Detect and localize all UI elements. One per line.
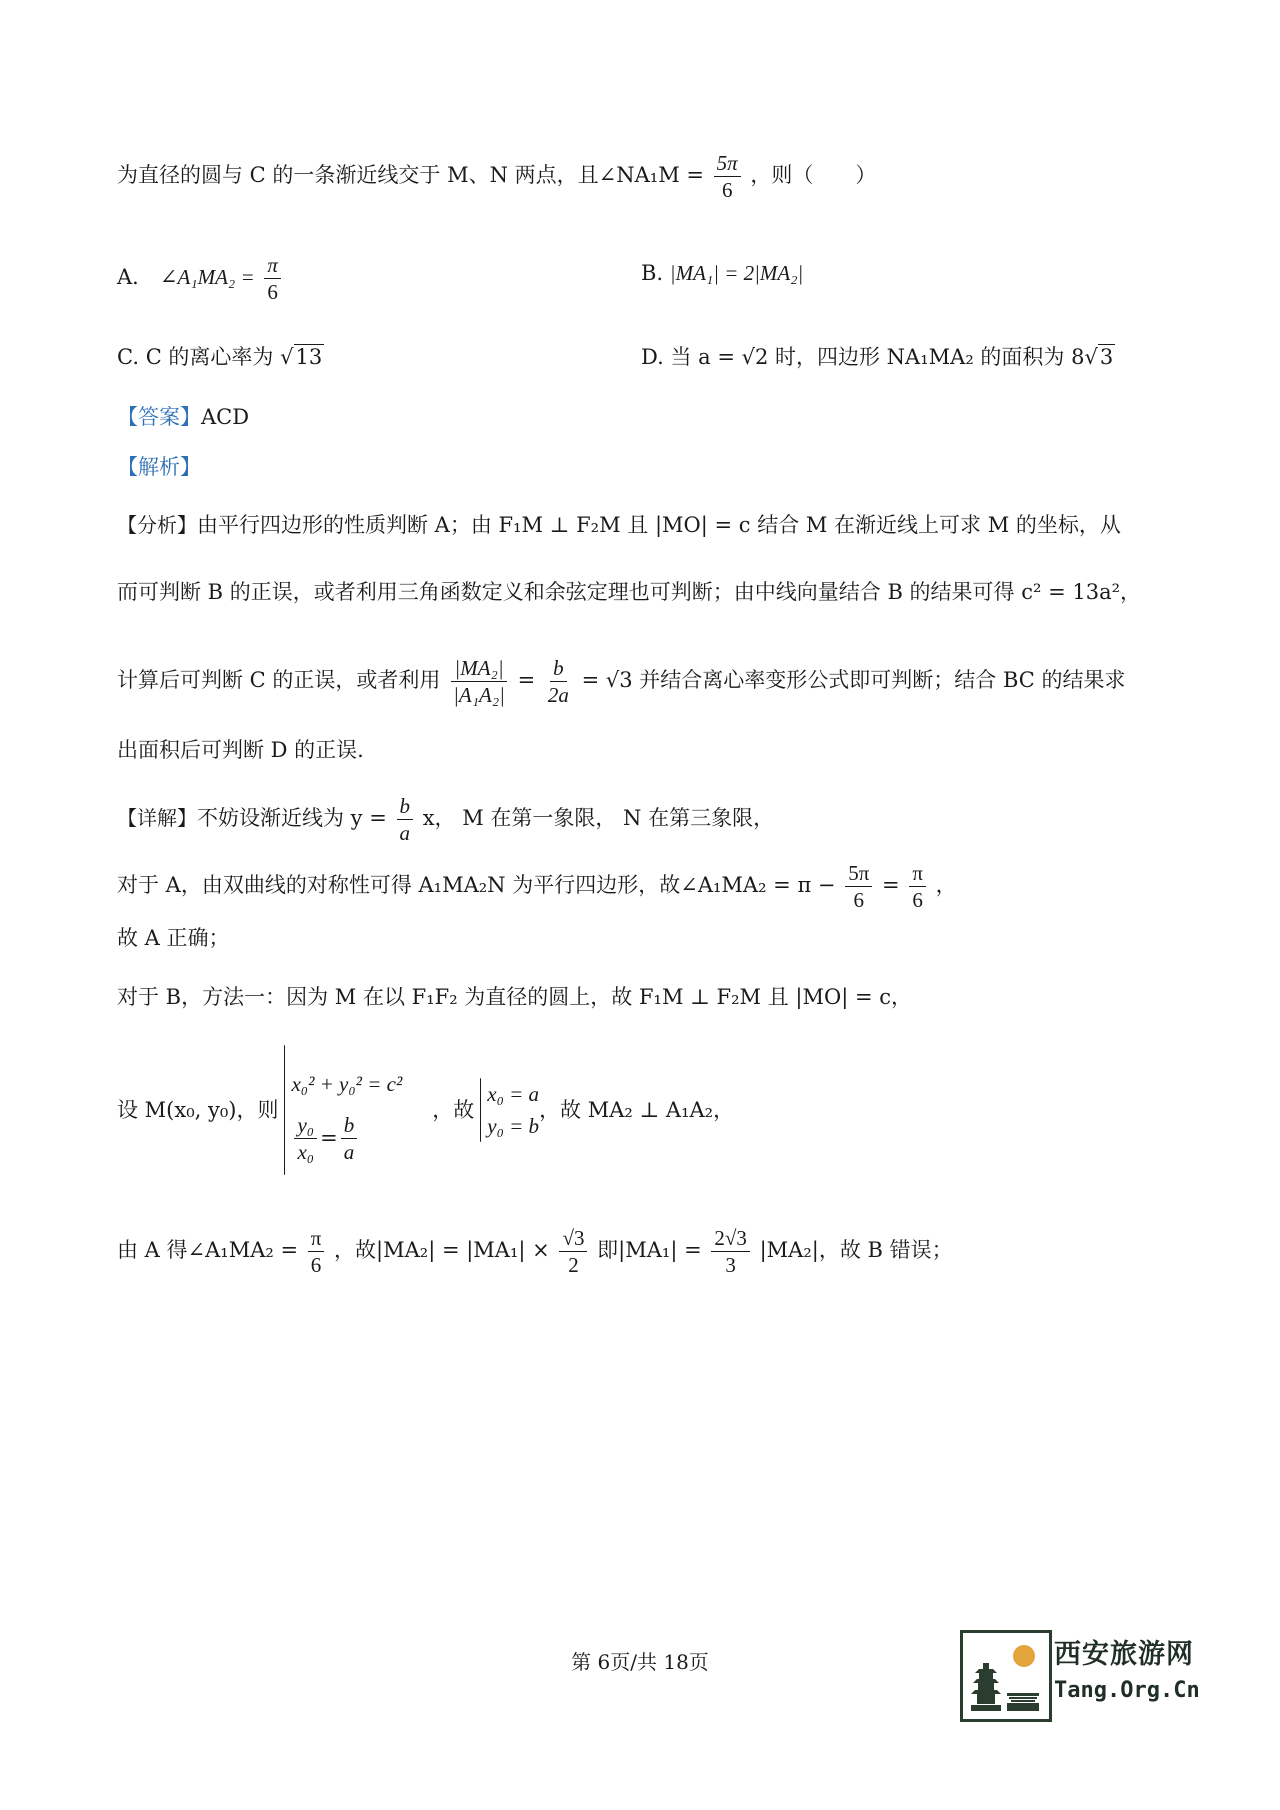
analysis-heading xyxy=(117,452,201,482)
fenxi-fraction-ratio: $\frac{\text{|MA₂|}}{\text{|A₁A₂|}}$ xyxy=(453,656,505,707)
angle-fraction-pi: $\frac{\pi}{6}$ xyxy=(909,860,926,913)
option-a xyxy=(117,252,284,305)
asymptote-fraction: $\frac{b}{a}$ xyxy=(397,793,414,846)
pagoda-icon xyxy=(960,1630,1052,1722)
answer-tag: 【答案】 xyxy=(117,405,201,429)
xiangjie-line-5: 设 M(x₀, y₀)，则 x₀² + y₀² = c² $\frac{\text{y₀}}{\text{x₀}}$ = $\frac{b}{a}$ ，故 x₀ = a y₀ = b ，故 MA₂ ⊥ A₁A₂， xyxy=(117,1045,734,1175)
xiangjie-line-4: 对于 B，方法一：因为 M 在以 F₁F₂ 为直径的圆上，故 F₁M ⊥ F₂M 且 |MO| = c， xyxy=(117,985,912,1009)
option-c-text: C 的离心率为 xyxy=(145,345,274,369)
fenxi-line-3: 计算后可判断 C 的正误，或者利用 $\frac{\text{|MA₂|}}{\text{|A₁A₂|}}$ = $\frac{b}{2a}$ = √3 并结合离心率变形公式即可判断；结合 BC 的结果求 xyxy=(117,656,1126,707)
option-b xyxy=(641,258,803,288)
fenxi-text-1: 由平行四边形的性质判断 A；由 F₁M ⊥ F₂M 且 |MO| = c 结合 M 在渐近线上可求 M 的坐标，从 xyxy=(197,513,1121,537)
question-intro-fraction: $\frac{5\pi}{6}$ xyxy=(714,150,741,203)
option-d-sqrt: √3 xyxy=(1084,345,1114,369)
option-b-expr: |MA₁| = 2|MA₂| xyxy=(669,261,804,285)
question-intro-text: 为直径的圆与 C 的一条渐近线交于 M、N 两点，且∠NA₁M = xyxy=(117,163,704,187)
fenxi-text-2: 而可判断 B 的正误，或者利用三角函数定义和余弦定理也可判断；由中线向量结合 B 的结果可得 c² = 13a²， xyxy=(117,580,1142,604)
fenxi-fraction-b2a: $\frac{b}{2a}$ xyxy=(547,656,569,707)
xiangjie-line-6: 由 A 得∠A₁MA₂ = $\frac{\pi}{6}$ ，故|MA₂| = |MA₁| × $\frac{√3}{2}$ 即|MA₁| = $\frac{2√3}{3}$ |MA₂|，故 B 错误； xyxy=(117,1226,953,1277)
option-a-fraction: $\frac{\pi}{6}$ xyxy=(264,252,281,305)
angle-fraction-5pi: $\frac{5\pi}{6}$ xyxy=(845,860,872,913)
option-b-label: B. xyxy=(641,261,664,285)
option-d-label: D. xyxy=(641,345,664,369)
left-brace-1 xyxy=(284,1045,285,1175)
option-c xyxy=(117,342,324,372)
question-intro-tail: ，则（ ） xyxy=(750,163,877,187)
question-intro xyxy=(117,150,876,203)
equation-system-2: x₀ = a y₀ = b xyxy=(474,1078,539,1142)
equation-system-1: x₀² + y₀² = c² $\frac{\text{y₀}}{\text{x₀}}$ = $\frac{b}{a}$ xyxy=(278,1045,402,1175)
logo-title: 西安旅游网 xyxy=(1054,1639,1194,1670)
option-d-text: 当 a = √2 时，四边形 NA₁MA₂ 的面积为 xyxy=(670,345,1065,369)
fenxi-tag: 【分析】 xyxy=(117,513,197,537)
answer-line xyxy=(117,402,249,432)
xiangjie-line-1: 【详解】不妨设渐近线为 y = $\frac{b}{a}$ x， M 在第一象限， N 在第三象限， xyxy=(117,794,775,845)
option-a-label: A． xyxy=(117,265,154,289)
answer-value: ACD xyxy=(201,405,250,429)
fenxi-line-1 xyxy=(117,510,1121,540)
option-c-sqrt: √13 xyxy=(280,345,323,369)
option-a-expr: ∠A₁MA₂ = xyxy=(159,265,255,289)
logo-url: Tang.Org.Cn xyxy=(1054,1678,1200,1703)
fenxi-line-2 xyxy=(117,577,1141,607)
xiangjie-line-3: 故 A 正确； xyxy=(117,926,230,950)
pagoda-graphic xyxy=(963,1633,1049,1719)
option-c-label: C. xyxy=(117,345,139,369)
analysis-tag: 【解析】 xyxy=(117,455,201,479)
fenxi-line-4 xyxy=(117,735,364,765)
option-d xyxy=(641,342,1115,372)
option-d-value: 8 xyxy=(1071,345,1085,369)
xiangjie-line-2: 对于 A，由双曲线的对称性可得 A₁MA₂N 为平行四边形，故∠A₁MA₂ = π − $\frac{5\pi}{6}$ = $\frac{\pi}{6}$ ， xyxy=(117,861,957,912)
page-number: 第 6页/共 18页 xyxy=(571,1650,709,1674)
fenxi-text-4: 出面积后可判断 D 的正误. xyxy=(117,738,364,762)
xiangjie-tag: 【详解】 xyxy=(117,806,197,830)
left-brace-2 xyxy=(480,1078,481,1142)
site-logo xyxy=(960,1630,1210,1730)
